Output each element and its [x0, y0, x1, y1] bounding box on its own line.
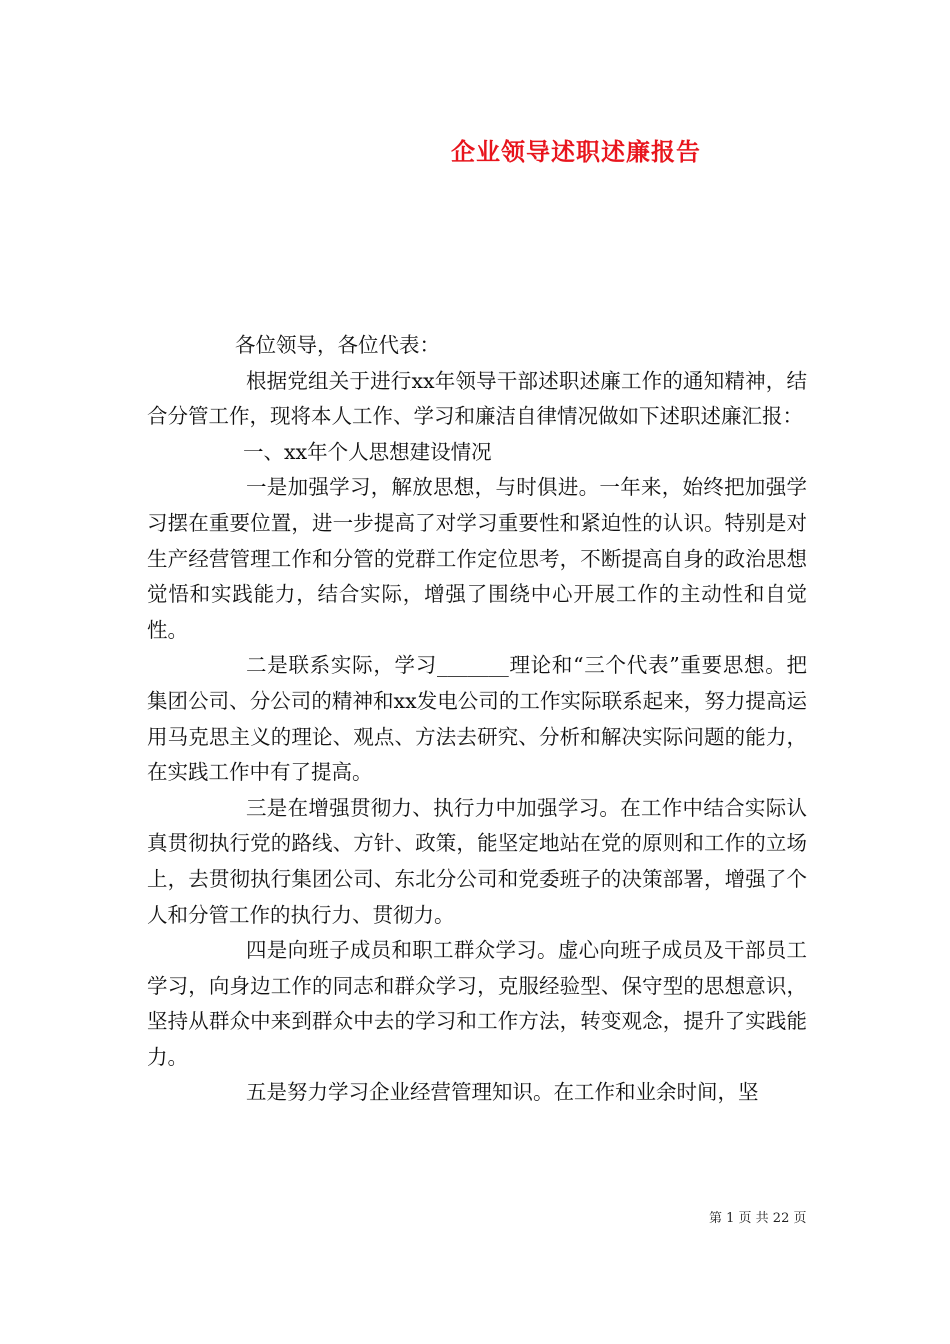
paragraph-point-3: 三是在增强贯彻力、执行力中加强学习。在工作中结合实际认真贯彻执行党的路线、方针、政策，能坚定地站在党的原则和工作的立场上，去贯彻执行集团公司、东北分公司和党委班子的决策部署，增强了个人和分管工作的执行力、贯彻力。 [147, 795, 807, 927]
document-body [147, 328, 807, 1111]
document-title: 企业领导述职述廉报告 [451, 137, 701, 166]
paragraph-point-5: 五是努力学习企业经营管理知识。在工作和业余时间，坚 [246, 1080, 759, 1105]
paragraph-point-1: 一是加强学习，解放思想，与时俱进。一年来，始终把加强学习摆在重要位置，进一步提高了对学习重要性和紧迫性的认识。特别是对生产经营管理工作和分管的党群工作定位思考，不断提高自身的政治思想觉悟和实践能力，结合实际，增强了围绕中心开展工作的主动性和自觉性。 [147, 475, 807, 642]
paragraph-point-2: 二是联系实际，学习_______理论和“三个代表”重要思想。把集团公司、分公司的精神和xx发电公司的工作实际联系起来，努力提高运用马克思主义的理论、观点、方法去研究、分析和解决实际问题的能力，在实践工作中有了提高。 [147, 653, 807, 785]
salutation: 各位领导，各位代表： [235, 333, 440, 357]
paragraph-intro: 根据党组关于进行xx年领导干部述职述廉工作的通知精神，结合分管工作，现将本人工作、学习和廉洁自律情况做如下述职述廉汇报： [147, 368, 807, 429]
section-heading-1: 一、xx年个人思想建设情况 [243, 439, 492, 464]
paragraph-point-4: 四是向班子成员和职工群众学习。虚心向班子成员及干部员工学习，向身边工作的同志和群众学习，克服经验型、保守型的思想意识，坚持从群众中来到群众中去的学习和工作方法，转变观念，提升了实践能力。 [147, 938, 807, 1069]
page-number: 第 1 页 共 22 页 [709, 1211, 807, 1226]
